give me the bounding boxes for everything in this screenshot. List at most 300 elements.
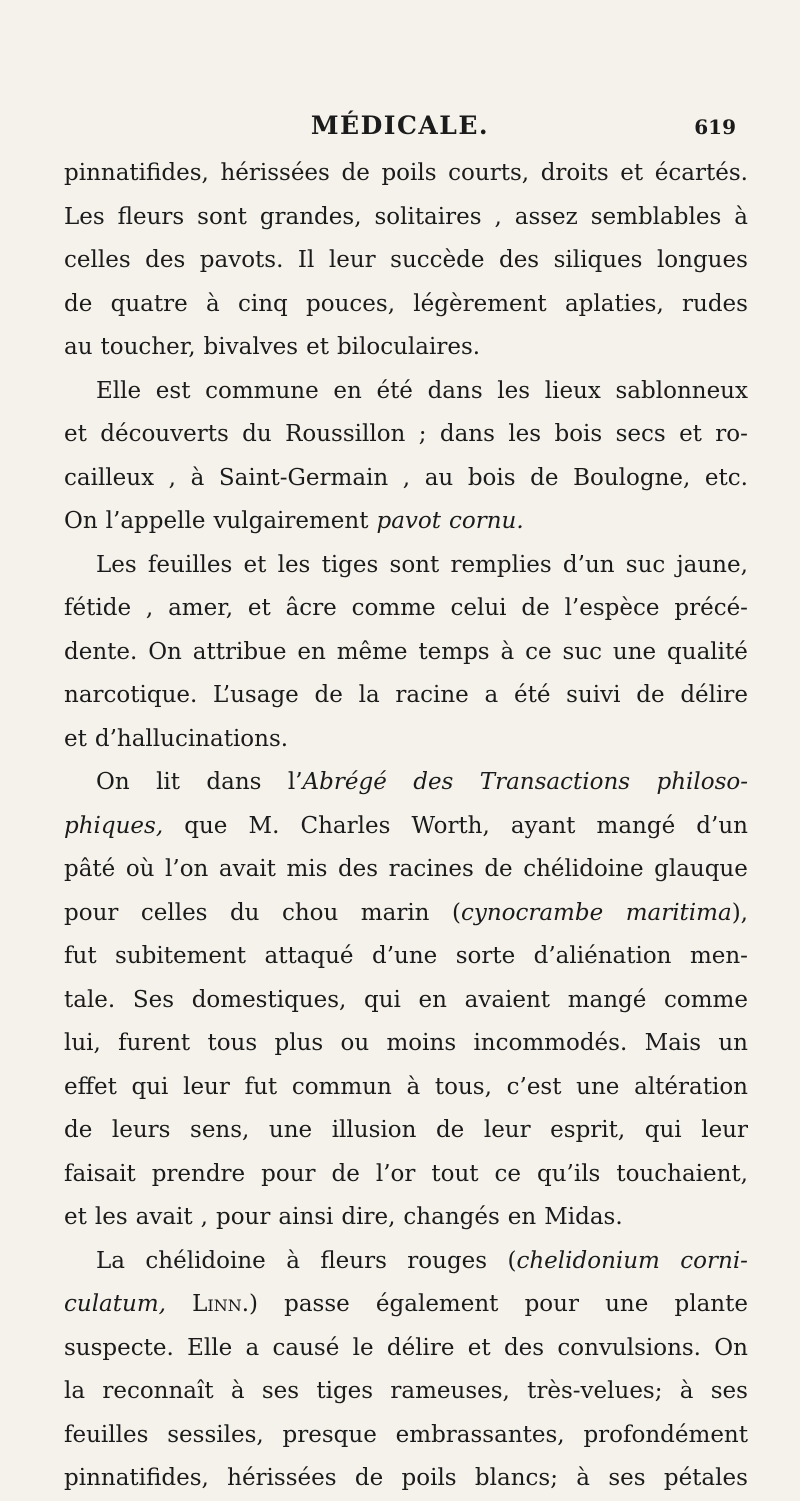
text-run: été: [513, 682, 551, 708]
text-run: légèrement: [413, 290, 547, 317]
text-run: bois: [467, 464, 516, 491]
text-run: pour: [64, 899, 119, 926]
word: [329, 239, 376, 283]
text-run: faisait: [64, 1160, 136, 1187]
word: [292, 1066, 392, 1110]
italic-text: phiques,: [64, 812, 164, 839]
word: [390, 1370, 509, 1414]
word: [156, 370, 191, 414]
text-run: ,: [494, 203, 502, 230]
text-run: l’on: [165, 856, 209, 882]
word: [537, 1153, 600, 1197]
word: [64, 1022, 101, 1066]
text-run: fut: [244, 1073, 278, 1100]
text-run: La: [96, 1247, 125, 1274]
word: [64, 1196, 87, 1240]
text-run: sont: [197, 203, 247, 230]
word: [436, 1109, 464, 1153]
word: [664, 979, 748, 1023]
word: [495, 1153, 522, 1197]
word: [376, 1283, 499, 1327]
text-run: de: [341, 160, 370, 186]
word: [507, 1066, 562, 1110]
text-run: hérissées: [227, 1465, 337, 1491]
text-line: [64, 1022, 748, 1066]
text-run: et: [467, 1334, 491, 1361]
word: [705, 457, 748, 501]
word: [448, 152, 529, 196]
text-run: toucher,: [100, 334, 196, 360]
text-run: longues: [656, 247, 748, 273]
text-run: solitaires: [374, 203, 482, 230]
text-run: commune: [205, 377, 319, 404]
word: [248, 587, 271, 631]
text-run: d’un: [562, 551, 615, 578]
word: [301, 805, 391, 849]
word: [126, 848, 155, 892]
word: [168, 587, 233, 631]
word: [316, 1370, 373, 1414]
text-run: une: [612, 638, 657, 665]
text-run: écartés.: [654, 160, 748, 186]
text-run: à: [406, 1073, 421, 1100]
text-run: pinnatifides,: [64, 160, 209, 186]
word: [260, 196, 362, 240]
text-run: leur: [328, 247, 376, 273]
text-run: cailleux: [64, 464, 155, 491]
word: [341, 1022, 370, 1066]
text-run: pour: [261, 1160, 316, 1187]
word: [238, 283, 288, 327]
text-line: [64, 1283, 748, 1327]
text-run: ou: [340, 1030, 370, 1056]
italic-text: cynocrambe: [460, 899, 604, 926]
text-line: [64, 718, 748, 762]
word: [278, 1196, 333, 1240]
text-line: [64, 1196, 748, 1240]
text-line: [64, 239, 748, 283]
word: [494, 196, 501, 240]
word: [146, 587, 153, 631]
word: [219, 848, 276, 892]
word: [145, 1240, 265, 1284]
word: [636, 674, 664, 718]
text-run: sablonneux: [615, 377, 748, 404]
word: [515, 196, 578, 240]
word: [616, 413, 666, 457]
word: [473, 1022, 627, 1066]
text-run: précé-: [674, 595, 748, 621]
word: [95, 1196, 128, 1240]
word: [141, 892, 208, 936]
word: [597, 805, 676, 849]
word: [64, 196, 105, 240]
word: [456, 935, 516, 979]
word: [465, 979, 550, 1023]
text-run: rouges: [407, 1247, 488, 1274]
word: [306, 326, 329, 370]
text-run: siliques: [553, 247, 643, 273]
word: [246, 1327, 260, 1371]
word: [115, 935, 246, 979]
word: [591, 196, 722, 240]
text-run: ): [249, 1291, 258, 1317]
text-run: droits: [540, 160, 609, 186]
text-run: mangé: [596, 812, 676, 839]
text-run: ses: [608, 1465, 646, 1491]
text-run: grandes,: [259, 203, 362, 230]
text-run: de: [521, 595, 550, 621]
text-run: de: [64, 1117, 93, 1143]
word: [95, 718, 288, 762]
text-run: au: [64, 334, 93, 360]
word: [468, 457, 516, 501]
text-run: mangé: [567, 986, 647, 1013]
word: [64, 1066, 117, 1110]
word: [620, 152, 643, 196]
word: [337, 326, 480, 370]
text-run: moins: [386, 1030, 457, 1056]
word: [403, 457, 410, 501]
text-run: une: [268, 1117, 313, 1143]
word: [413, 761, 453, 805]
text-run: avaient: [464, 986, 551, 1013]
italic-text: Abrégé: [302, 769, 387, 795]
text-run: poils: [381, 160, 437, 186]
text-run: chélidoine: [523, 856, 644, 882]
word: [565, 283, 664, 327]
text-run: l’espèce: [564, 595, 660, 621]
word: [376, 500, 441, 544]
word: [690, 935, 748, 979]
word: [576, 1066, 619, 1110]
text-run: des: [145, 247, 186, 273]
word: [534, 935, 672, 979]
word: [389, 848, 474, 892]
word: [626, 544, 666, 588]
word: [634, 1066, 748, 1110]
word: [390, 239, 484, 283]
word: [64, 152, 209, 196]
text-run: pour: [524, 1291, 579, 1317]
word: [197, 196, 247, 240]
text-run: profondément: [583, 1421, 748, 1448]
text-run: jaune,: [676, 551, 748, 578]
italic-text: chelidonium: [516, 1247, 660, 1274]
word: [657, 239, 748, 283]
text-run: fétide: [64, 595, 132, 621]
italic-text: pavot: [376, 508, 442, 534]
text-run: esprit,: [550, 1117, 626, 1143]
text-run: à: [576, 1465, 590, 1491]
text-run: les: [497, 377, 531, 404]
word: [183, 1066, 230, 1110]
text-run: c’est: [506, 1073, 562, 1100]
word: [337, 631, 408, 675]
word: [106, 500, 206, 544]
word: [431, 1153, 478, 1197]
italic-text: des: [413, 769, 454, 795]
text-run: passe: [284, 1291, 350, 1317]
text-run: comme: [664, 986, 748, 1013]
text-run: illusion: [331, 1117, 417, 1143]
word: [220, 152, 329, 196]
word: [132, 1066, 169, 1110]
word: [654, 848, 748, 892]
text-run: domestiques,: [191, 986, 347, 1013]
text-run: celles: [64, 247, 131, 273]
text-run: a: [484, 682, 499, 708]
word: [341, 152, 369, 196]
text-run: que: [184, 812, 228, 839]
text-run: furent: [118, 1030, 191, 1056]
word: [244, 544, 267, 588]
word: [525, 631, 552, 675]
text-run: ,: [145, 595, 154, 621]
word: [484, 1109, 531, 1153]
text-run: comme: [351, 595, 436, 621]
word: [264, 935, 353, 979]
text-run: Midas.: [544, 1204, 623, 1230]
text-run: pinnatifides,: [64, 1465, 209, 1491]
text-run: ses: [261, 1378, 300, 1404]
text-run: remplies: [450, 551, 552, 578]
word: [320, 1240, 387, 1284]
text-run: et: [247, 595, 271, 621]
text-run: de: [314, 682, 343, 708]
text-run: été: [376, 377, 413, 404]
word: [64, 1414, 148, 1458]
word: [497, 370, 530, 414]
word: [565, 587, 660, 631]
word: [402, 1457, 457, 1501]
word: [554, 413, 602, 457]
word: [679, 413, 702, 457]
text-run: fleurs: [117, 203, 185, 230]
text-run: ,: [200, 1204, 208, 1230]
word: [322, 544, 379, 588]
text-run: Il: [297, 247, 315, 273]
word: [64, 1327, 174, 1371]
word: [111, 283, 188, 327]
text-run: du: [242, 421, 272, 447]
text-line: [64, 544, 748, 588]
text-run: au: [424, 464, 454, 491]
text-run: effet: [64, 1073, 117, 1100]
word: [468, 1327, 491, 1371]
word: [245, 1066, 278, 1110]
word: [450, 544, 551, 588]
text-run: découverts: [100, 421, 229, 447]
word: [407, 1066, 421, 1110]
word: [64, 457, 154, 501]
text-run: l’appelle: [105, 508, 206, 534]
word: [148, 631, 182, 675]
word: [576, 1457, 590, 1501]
word: [563, 544, 615, 588]
word: [333, 370, 361, 414]
word: [554, 239, 643, 283]
word: [523, 848, 643, 892]
text-run: ce: [494, 1160, 521, 1187]
text-run: d’un: [696, 812, 748, 839]
word: [283, 1414, 377, 1458]
word: [262, 1370, 299, 1414]
word: [390, 544, 440, 588]
text-run: assez: [514, 203, 578, 230]
text-line: [64, 1370, 748, 1414]
text-run: à: [734, 203, 748, 230]
text-run: ro-: [715, 421, 748, 447]
word: [608, 1457, 645, 1501]
text-run: feuilles: [64, 1421, 149, 1448]
text-run: tous: [207, 1030, 258, 1056]
text-run: pétales: [663, 1465, 748, 1491]
text-run: biloculaires.: [336, 334, 481, 360]
word: [332, 1109, 417, 1153]
word: [207, 1022, 257, 1066]
word: [545, 370, 601, 414]
text-run: des: [337, 856, 379, 882]
word: [403, 1196, 499, 1240]
word: [613, 631, 656, 675]
word: [64, 674, 197, 718]
text-run: Mais: [644, 1030, 701, 1056]
word: [96, 1240, 125, 1284]
text-run: presque: [282, 1421, 377, 1448]
text-run: et: [620, 160, 644, 186]
word: [450, 587, 506, 631]
word: [64, 1109, 92, 1153]
text-line: [64, 674, 748, 718]
text-run: On: [148, 638, 182, 665]
text-run: secs: [615, 421, 666, 447]
text-run: lui,: [64, 1030, 101, 1056]
text-run: à: [230, 1378, 245, 1404]
word: [227, 1457, 336, 1501]
text-run: Charles: [300, 812, 391, 839]
word: [200, 239, 284, 283]
text-run: attribue: [192, 638, 287, 665]
word: [550, 1109, 625, 1153]
word: [118, 1022, 190, 1066]
word: [201, 1196, 208, 1240]
word: [285, 413, 405, 457]
word: [361, 892, 430, 936]
word: [395, 674, 468, 718]
word: [298, 239, 314, 283]
text-run: également: [375, 1291, 499, 1317]
running-title: MÉDICALE.: [310, 111, 490, 140]
text-run: ,: [168, 464, 176, 491]
italic-text: culatum,: [64, 1291, 166, 1317]
text-run: tiges: [321, 551, 379, 578]
word: [664, 1457, 748, 1501]
word: [242, 413, 272, 457]
text-line: [64, 935, 748, 979]
word: [364, 979, 401, 1023]
word: [701, 1109, 748, 1153]
text-run: Worth,: [411, 812, 490, 839]
text-run: délire: [680, 682, 748, 708]
text-run: en: [333, 377, 362, 404]
text-run: touchaient,: [616, 1160, 748, 1187]
text-run: subitement: [115, 943, 247, 969]
italic-text: philoso-: [656, 769, 748, 795]
text-run: plante: [674, 1291, 748, 1317]
text-run: et: [64, 421, 87, 447]
word: [605, 1283, 648, 1327]
text-line: [64, 152, 748, 196]
word: [428, 370, 483, 414]
text-line: [64, 979, 748, 1023]
text-run: à: [190, 464, 205, 491]
word: [645, 1109, 682, 1153]
text-run: aplaties,: [564, 290, 664, 317]
text-line: [64, 848, 748, 892]
word: [96, 544, 137, 588]
word: [573, 457, 690, 501]
word: [64, 500, 98, 544]
word: [419, 413, 427, 457]
word: [616, 370, 748, 414]
word: [288, 761, 387, 805]
word: [387, 1022, 457, 1066]
word: [169, 457, 176, 501]
text-line: [64, 413, 748, 457]
text-line: [64, 1153, 748, 1197]
word: [64, 848, 115, 892]
word: [355, 1457, 383, 1501]
word: [231, 1370, 245, 1414]
word: [514, 674, 550, 718]
text-line: [64, 370, 748, 414]
text-run: lieux: [544, 377, 601, 404]
word: [680, 1370, 694, 1414]
text-run: une: [576, 1073, 620, 1100]
word: [100, 413, 229, 457]
text-run: de: [636, 682, 665, 708]
text-run: et: [679, 421, 702, 447]
text-run: dans: [439, 421, 495, 447]
text-run: à: [286, 1247, 300, 1274]
text-run: blancs;: [474, 1465, 558, 1491]
text-run: Les: [96, 551, 137, 578]
word: [96, 370, 141, 414]
text-run: de: [530, 464, 559, 491]
text-run: succède: [390, 247, 485, 273]
text-run: Elle: [187, 1334, 233, 1361]
word: [734, 196, 748, 240]
word: [682, 283, 748, 327]
text-run: avait: [218, 856, 276, 882]
word: [213, 674, 299, 718]
text-run: dire,: [341, 1204, 396, 1230]
text-run: cinq: [237, 290, 288, 317]
text-run: le: [352, 1334, 374, 1361]
word: [372, 935, 437, 979]
word: [64, 805, 163, 849]
text-run: ce: [525, 638, 552, 665]
word: [64, 239, 131, 283]
text-run: tous,: [434, 1073, 492, 1100]
text-run: qui: [363, 986, 401, 1013]
text-run: d’hallucinations.: [94, 725, 289, 752]
text-run: courts,: [448, 160, 530, 186]
word: [527, 1370, 662, 1414]
text-run: d’une: [371, 943, 438, 969]
text-run: glauque: [654, 856, 748, 882]
